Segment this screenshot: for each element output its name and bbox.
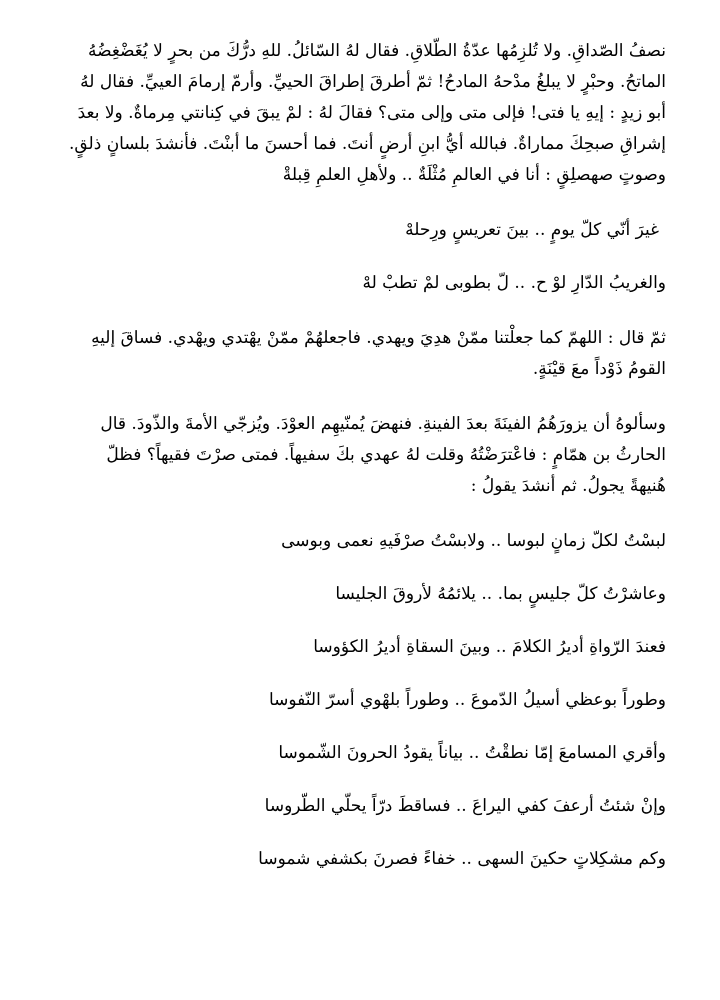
- text-line: الحارثُ بن همّامٍ : فاعْترَضْتُهُ وقلت لهُ عهدي بكَ سفيهاً. فمتى صرْتَ فقيهاً؟ فظلّ: [106, 445, 666, 465]
- verse-line: فعندَ الرّواةِ أديرُ الكلامَ .. وبينَ السقاةِ أديرُ الكؤوسا: [313, 637, 666, 657]
- text-line: ثمّ قال : اللهمّ كما جعلْتنا ممّنْ هدِيَ ويهدي. فاجعلهُمْ ممّنْ يهْتدي ويهْدي. فساقَ إليهِ: [91, 328, 666, 348]
- paragraph-visit: [62, 409, 666, 502]
- verse-line: وطوراً بوعظي أسيلُ الدّموعَ .. وطوراً بلهْوي أسرّ النّفوسا: [268, 690, 666, 710]
- verse-line: وكم مشكِلاتٍ حكينَ السهى .. خفاءً فصرنَ بكشفي شموسا: [258, 849, 666, 869]
- text-line: القومُ ذَوْداً معَ قيْنَةٍ.: [532, 359, 666, 379]
- verse-line: لبسْتُ لكلّ زمانٍ لبوسا .. ولابسْتُ صرْفَيهِ نعمى وبوسى: [281, 531, 666, 551]
- verse-line: وعاشرْتُ كلّ جليسٍ بما. .. يلائمُهُ لأروقَ الجليسا: [335, 584, 666, 604]
- text-line: نصفُ الصّداقِ. ولا تُلزِمُها عدّةُ الطّلاقِ. فقال لهُ السّائلُ. للهِ درُّكَ من بحرٍ لا يُغَضْغِضُهُ: [87, 41, 666, 61]
- verse-line: وإنْ شئتُ أرعفَ كفي اليراعَ .. فساقطَ درّاً يحلّي الطّروسا: [264, 796, 666, 816]
- paragraph-prayer: [62, 323, 666, 385]
- verse-line: والغريبُ الدّارِ لوْ ح. .. لّ بطوبى لمْ تطبْ لهْ: [362, 273, 666, 293]
- text-line: وصوتٍ صهصلِقٍ : أنا في العالمِ مُثْلَةٌ .. ولأهلِ العلمِ قِبلةْ: [282, 165, 666, 185]
- text-line: أبو زيدٍ : إيهِ يا فتى! فإلى متى وإلى متى؟ فقالَ لهُ : لمْ يبقَ في كِنانتي مِرماةٌ. ولا بعدَ: [77, 103, 666, 123]
- text-line: الماتحُ. وحبْرٍ لا يبلغُ مدْحهُ المادحُ! ثمّ أطرقَ إطراقَ الحييِّ. وأرمّ إرمامَ العييِّ. فقال لهُ: [80, 72, 666, 92]
- text-line: هُنيهةً يجولُ. ثم أنشدَ يقولُ :: [470, 476, 666, 496]
- document-page: [62, 36, 666, 875]
- text-line: إشراقِ صبحِكَ مماراةٌ. فبالله أيُّ ابنِ أرضٍ أنتَ. فما أحسنَ ما أبنْتَ. فأنشدَ بلسانٍ ذلقٍ.: [68, 134, 666, 154]
- text-line: وسألوهُ أن يزورَهُمُ الفينَةَ بعدَ الفينةِ. فنهضَ يُمنّيهِم العوْدَ. ويُزجّي الأمةَ والذّودَ. قال: [100, 414, 666, 434]
- verse-line: وأقري المسامعَ إمّا نطقْتُ .. بياناً يقودُ الحرونَ الشّموسا: [278, 743, 666, 763]
- verse-line: غيرَ أنّي كلّ يومٍ .. بينَ تعريسٍ ورِحلهْ: [405, 220, 659, 240]
- paragraph-opening: [62, 36, 666, 191]
